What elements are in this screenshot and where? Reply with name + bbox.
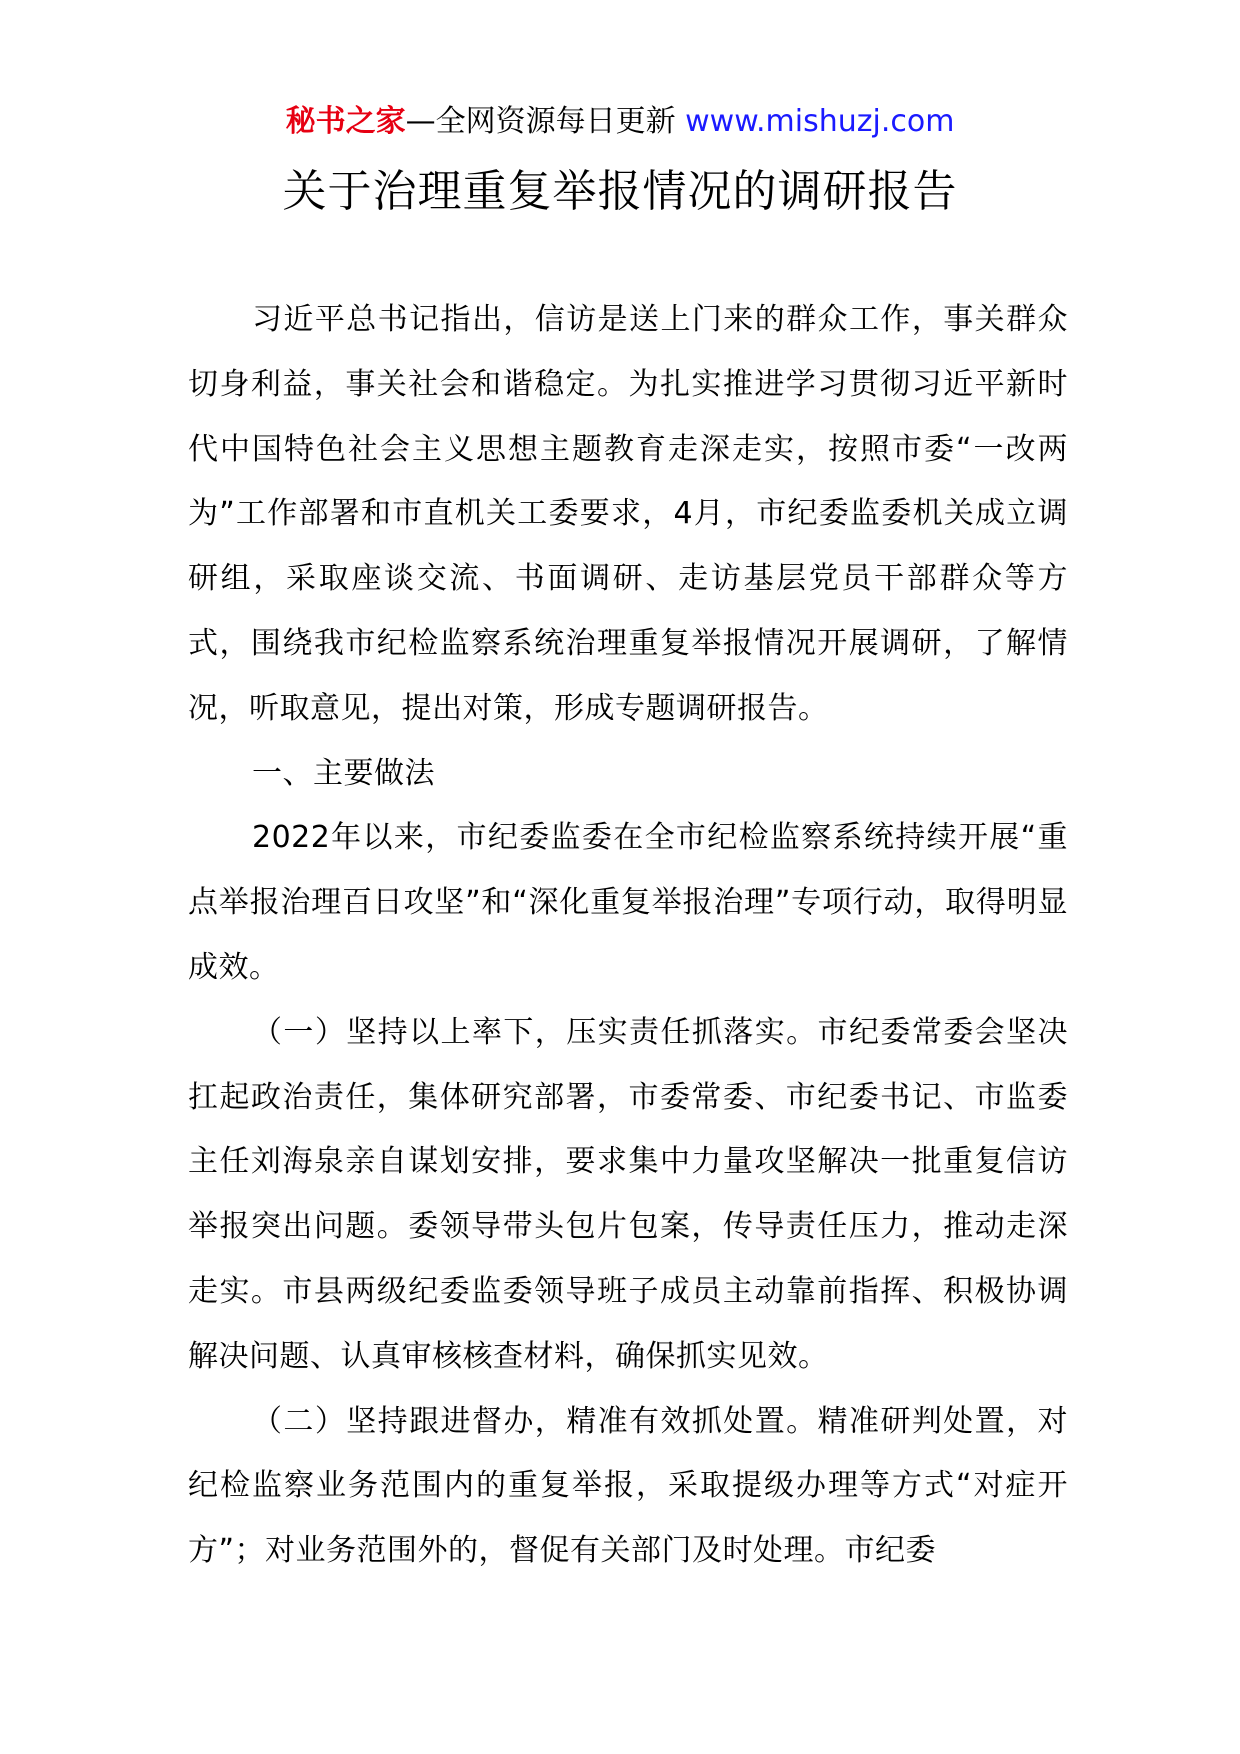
document-body: [188, 288, 1068, 1584]
intro-paragraph: 习近平总书记指出，信访是送上门来的群众工作，事关群众切身利益，事关社会和谐稳定。为扎实推进学习贯彻习近平新时代中国特色社会主义思想主题教育走深走实，按照市委“一改两为”工作部署和市直机关工委要求，4月，市纪委监委机关成立调研组，采取座谈交流、书面调研、走访基层党员干部群众等方式，围绕我市纪检监察系统治理重复举报情况开展调研，了解情况，听取意见，提出对策，形成专题调研报告。: [188, 302, 1068, 726]
site-banner: [0, 100, 1240, 144]
section-heading: 一、主要做法: [252, 755, 435, 791]
site-tagline: 全网资源每日更新: [435, 104, 686, 139]
document-title: 关于治理重复举报情况的调研报告: [282, 166, 958, 217]
site-brand: 秘书之家: [285, 104, 406, 139]
site-url-link[interactable]: www.mishuzj.com: [685, 104, 955, 139]
body-paragraph: （二）坚持跟进督办，精准有效抓处置。精准研判处置，对纪检监察业务范围内的重复举报，采取提级办理等方式“对症开方”；对业务范围外的，督促有关部门及时处理。市纪委: [188, 1403, 1068, 1569]
body-paragraph: （一）坚持以上率下，压实责任抓落实。市纪委常委会坚决扛起政治责任，集体研究部署，市委常委、市纪委书记、市监委主任刘海泉亲自谋划安排，要求集中力量攻坚解决一批重复信访举报突出问题。委领导带头包片包案，传导责任压力，推动走深走实。市县两级纪委监委领导班子成员主动靠前指挥、积极协调解决问题、认真审核核查材料，确保抓实见效。: [188, 1014, 1068, 1374]
site-separator: —: [405, 104, 436, 139]
body-paragraph: 2022年以来，市纪委监委在全市纪检监察系统持续开展“重点举报治理百日攻坚”和“深化重复举报治理”专项行动，取得明显成效。: [188, 820, 1068, 985]
